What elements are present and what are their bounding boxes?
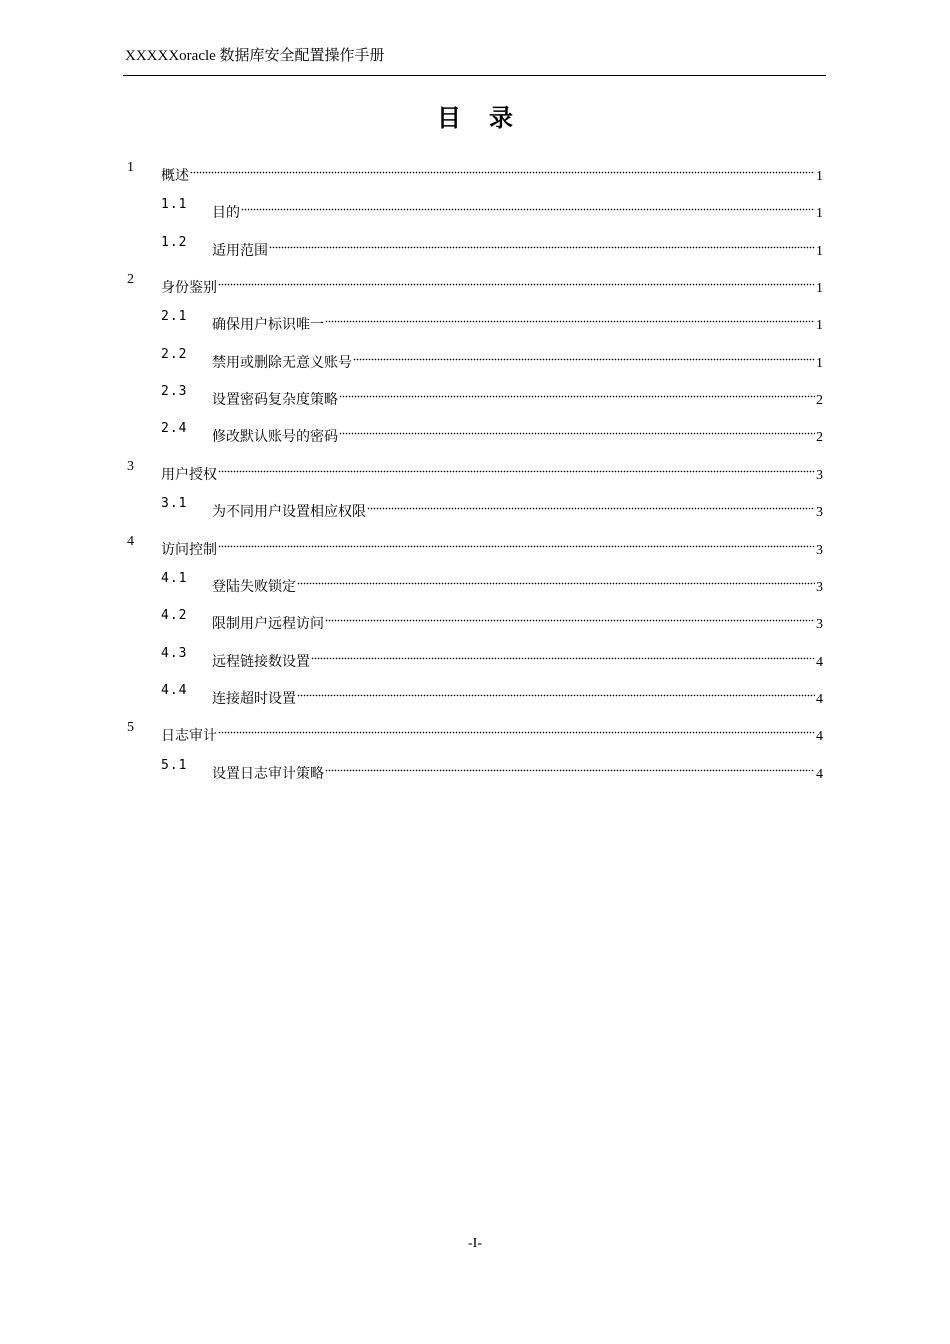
toc-entry-number: 1.1 bbox=[161, 197, 188, 213]
toc-entry-title: 远程链接数设置 bbox=[212, 653, 310, 670]
toc-entry-page: 3 bbox=[816, 542, 823, 558]
toc-entry[interactable] bbox=[0, 604, 950, 633]
toc-entry-number: 2.3 bbox=[161, 384, 188, 400]
toc-entry[interactable] bbox=[0, 193, 950, 222]
toc-entry-page: 2 bbox=[816, 393, 823, 409]
toc-entry-page: 3 bbox=[816, 467, 823, 483]
toc-entry[interactable] bbox=[0, 156, 950, 184]
toc-entry-number: 5 bbox=[127, 720, 134, 736]
toc-entry-number: 2.1 bbox=[161, 309, 188, 325]
toc-entry-number: 1.2 bbox=[161, 234, 188, 250]
toc-entry-number: 4.4 bbox=[161, 682, 188, 698]
toc-entry-page: 3 bbox=[816, 617, 823, 633]
toc-dot-leader bbox=[218, 455, 815, 479]
toc-entry-page: 1 bbox=[816, 318, 823, 334]
toc-entry-title: 设置密码复杂度策略 bbox=[212, 392, 338, 409]
toc-entry[interactable] bbox=[0, 231, 950, 259]
toc-entry-page: 3 bbox=[816, 579, 823, 595]
toc-entry-number: 2.2 bbox=[161, 346, 188, 362]
toc-entry-page: 1 bbox=[816, 169, 823, 184]
toc-dot-leader bbox=[339, 417, 815, 441]
toc-entry-page: 2 bbox=[816, 430, 823, 446]
toc-entry[interactable] bbox=[0, 268, 950, 297]
toc-entry[interactable] bbox=[0, 343, 950, 371]
toc-dot-leader bbox=[241, 193, 815, 217]
toc-entry-title: 设置日志审计策略 bbox=[212, 765, 324, 782]
toc-entry[interactable] bbox=[0, 455, 950, 483]
toc-entry-page: 4 bbox=[816, 729, 823, 745]
toc-entry[interactable] bbox=[0, 679, 950, 707]
toc-entry-number: 5.1 bbox=[161, 757, 188, 773]
toc-entry-title: 身份鉴别 bbox=[161, 280, 217, 297]
toc-entry[interactable] bbox=[0, 380, 950, 409]
toc-entry[interactable] bbox=[0, 567, 950, 595]
toc-entry-title: 适用范围 bbox=[212, 242, 268, 259]
page-header: XXXXXoracle 数据库安全配置操作手册 bbox=[125, 48, 385, 64]
toc-dot-leader bbox=[367, 492, 815, 516]
toc-dot-leader bbox=[297, 679, 815, 703]
toc-entry-title: 连接超时设置 bbox=[212, 690, 296, 707]
toc-entry-title: 修改默认账号的密码 bbox=[212, 429, 338, 446]
toc-entry-title: 目的 bbox=[212, 205, 240, 222]
toc-entry[interactable] bbox=[0, 754, 950, 782]
toc-entry-page: 1 bbox=[816, 206, 823, 222]
toc-entry-title: 为不同用户设置相应权限 bbox=[212, 504, 366, 521]
toc-entry-page: 1 bbox=[816, 243, 823, 259]
toc-dot-leader bbox=[218, 716, 815, 740]
toc-entry-title: 禁用或删除无意义账号 bbox=[212, 354, 352, 371]
page-number: -I- bbox=[468, 1236, 482, 1251]
toc-entry-title: 确保用户标识唯一 bbox=[212, 317, 324, 334]
toc-entry-page: 3 bbox=[816, 505, 823, 521]
toc-dot-leader bbox=[269, 231, 815, 255]
toc-entry[interactable] bbox=[0, 417, 950, 446]
toc-dot-leader bbox=[325, 305, 815, 329]
toc-entry-title: 日志审计 bbox=[161, 728, 217, 745]
toc-entry-number: 4 bbox=[127, 533, 134, 549]
toc-dot-leader bbox=[218, 268, 815, 292]
toc-entry-page: 1 bbox=[816, 355, 823, 371]
toc-entry-title: 用户授权 bbox=[161, 466, 217, 483]
toc-entry-page: 4 bbox=[816, 691, 823, 707]
toc-entry-number: 3.1 bbox=[161, 496, 188, 512]
toc-dot-leader bbox=[311, 642, 815, 666]
toc-entry[interactable] bbox=[0, 305, 950, 334]
toc-dot-leader bbox=[325, 754, 815, 778]
toc-dot-leader bbox=[297, 567, 815, 591]
toc-entry-number: 1 bbox=[127, 160, 134, 175]
toc-entry[interactable] bbox=[0, 716, 950, 745]
toc-title: 目录 bbox=[437, 104, 541, 132]
toc-entry-page: 4 bbox=[816, 654, 823, 670]
toc-entry-title: 登陆失败锁定 bbox=[212, 578, 296, 595]
toc-entry-title: 概述 bbox=[161, 168, 189, 184]
toc-dot-leader bbox=[339, 380, 815, 404]
toc-entry[interactable] bbox=[0, 530, 950, 558]
toc-dot-leader bbox=[218, 530, 815, 554]
toc-entry-number: 4.1 bbox=[161, 570, 188, 586]
toc-entry-title: 访问控制 bbox=[161, 541, 217, 558]
toc-dot-leader bbox=[190, 156, 815, 180]
toc-entry[interactable] bbox=[0, 492, 950, 521]
toc-entry-number: 2 bbox=[127, 272, 134, 288]
toc-entry-number: 2.4 bbox=[161, 421, 188, 437]
toc-entry-number: 4.3 bbox=[161, 645, 188, 661]
toc-entry-number: 4.2 bbox=[161, 608, 188, 624]
toc-entry[interactable] bbox=[0, 642, 950, 670]
toc-entry-page: 1 bbox=[816, 281, 823, 297]
toc-dot-leader bbox=[325, 604, 815, 628]
toc-entry-title: 限制用户远程访问 bbox=[212, 616, 324, 633]
toc-dot-leader bbox=[353, 343, 815, 367]
toc-entry-number: 3 bbox=[127, 458, 134, 474]
toc-entry-page: 4 bbox=[816, 766, 823, 782]
